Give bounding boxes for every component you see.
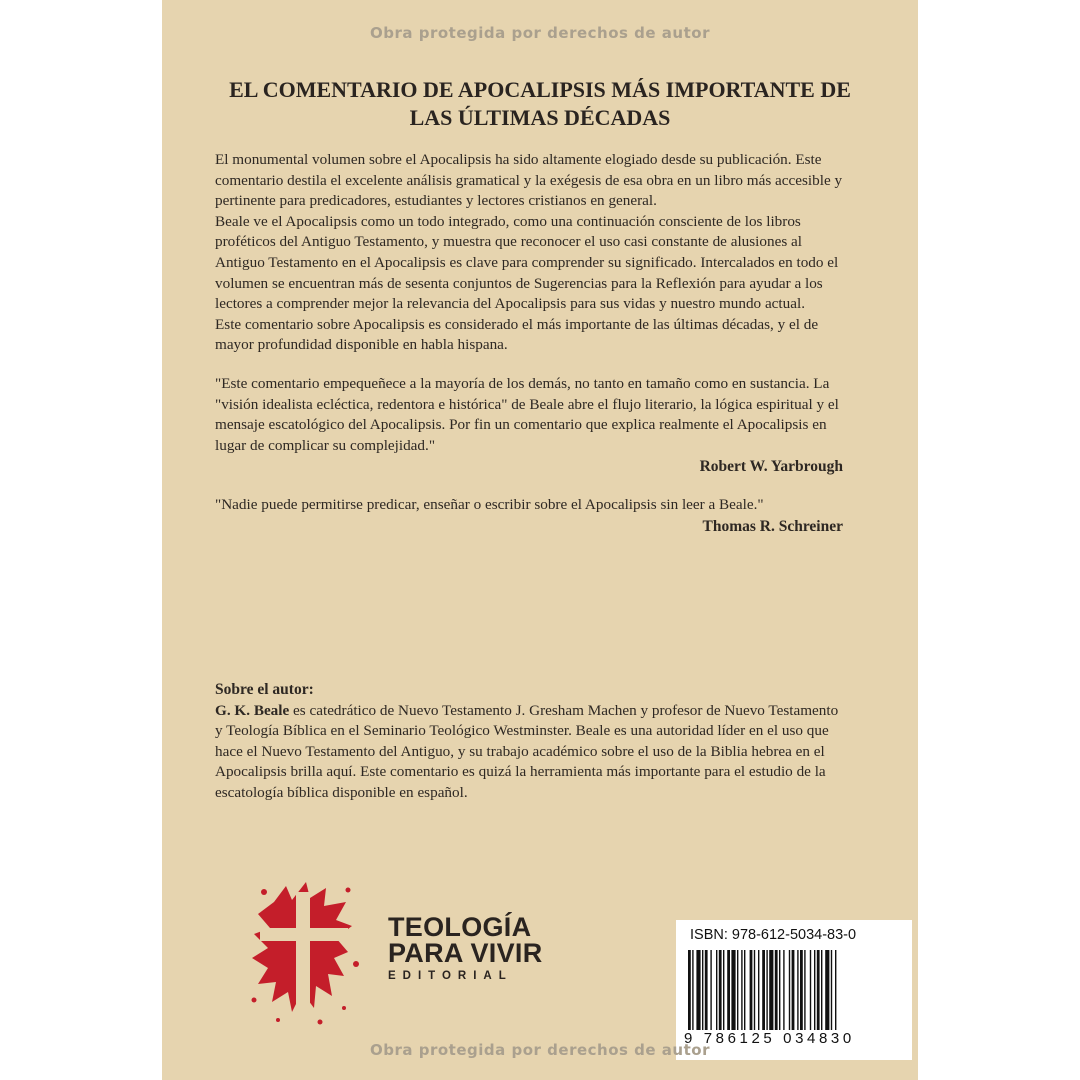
barcode-digits: 9 786125 034830 (684, 1030, 904, 1047)
endorsement-author-2: Thomas R. Schreiner (702, 517, 843, 535)
publisher-line-1: TEOLOGÍA (388, 912, 532, 942)
publisher-line-3: EDITORIAL (388, 970, 513, 982)
publisher-wordmark (388, 914, 543, 982)
description-paragraph-2: Beale ve el Apocalipsis como un todo integrado, como una continuación consciente de los libros proféticos del Antiguo Testamento, y muestra que reconocer el uso casi constante de alusiones al Antiguo Testamento en el Apocalipsis es clave para comprender su significado. Intercalados en todo el volumen se encuentran más de sesenta conjuntos de Sugerencias para la Reflexión para ayudar a los lectores a comprender mejor la relevancia del Apocalipsis para sus vidas y nuestro mundo actual. (215, 212, 839, 313)
isbn-barcode (676, 920, 912, 1060)
barcode-bars (686, 950, 902, 1034)
isbn-label: ISBN: 978-612-5034-83-0 (690, 927, 857, 943)
about-author-block (215, 680, 843, 804)
about-body: es catedrático de Nuevo Testamento J. Gresham Machen y profesor de Nuevo Testamento y Teología Bíblica en el Seminario Teológico Westminster. Beale es una autoridad líder en el uso que hace el Nuevo Testamento del Antiguo, y su trabajo académico sobre el uso de la Biblia hebrea en el Apocalipsis brilla aquí. Este comentario es quizá la herramienta más importante para el estudio de la escatología bíblica disponible en español. (215, 701, 839, 801)
title-line-2: LAS ÚLTIMAS DÉCADAS (409, 105, 671, 130)
cover-title (162, 76, 918, 132)
endorsement-quote-2: "Nadie puede permitirse predicar, enseñar o escribir sobre el Apocalipsis sin leer a Beale." (215, 496, 764, 514)
endorsement-author-1: Robert W. Yarbrough (699, 458, 843, 476)
publisher-line-2: PARA VIVIR (388, 938, 543, 968)
watermark-bottom: Obra protegida por derechos de autor (370, 1041, 710, 1059)
watermark-top: Obra protegida por derechos de autor (370, 24, 710, 42)
about-text (215, 701, 843, 804)
title-line-1: EL COMENTARIO DE APOCALIPSIS MÁS IMPORTANTE DE (229, 77, 851, 102)
about-heading: Sobre el autor: (215, 681, 314, 698)
endorsement-quote-1: "Este comentario empequeñece a la mayoría de los demás, no tanto en tamaño como en sustancia. La "visión idealista ecléctica, redentora e histórica" de Beale abre el flujo literario, la lógica espiritual y el mensaje escatológico del Apocalipsis. Por fin un comentario que explica realmente el Apocalipsis en lugar de complicar su complejidad." (215, 374, 839, 454)
description-block (215, 150, 843, 537)
author-name: G. K. Beale (215, 701, 290, 719)
description-paragraph-3: Este comentario sobre Apocalipsis es considerado el más importante de las últimas décadas, y el de mayor profundidad disponible en habla hispana. (215, 315, 819, 354)
description-paragraph-1: El monumental volumen sobre el Apocalipsis ha sido altamente elogiado desde su publicación. Este comentario destila el excelente análisis gramatical y la exégesis de esa obra en un libro más accesible y pertinente para predicadores, estudiantes y lectores cristianos en general. (215, 151, 843, 210)
